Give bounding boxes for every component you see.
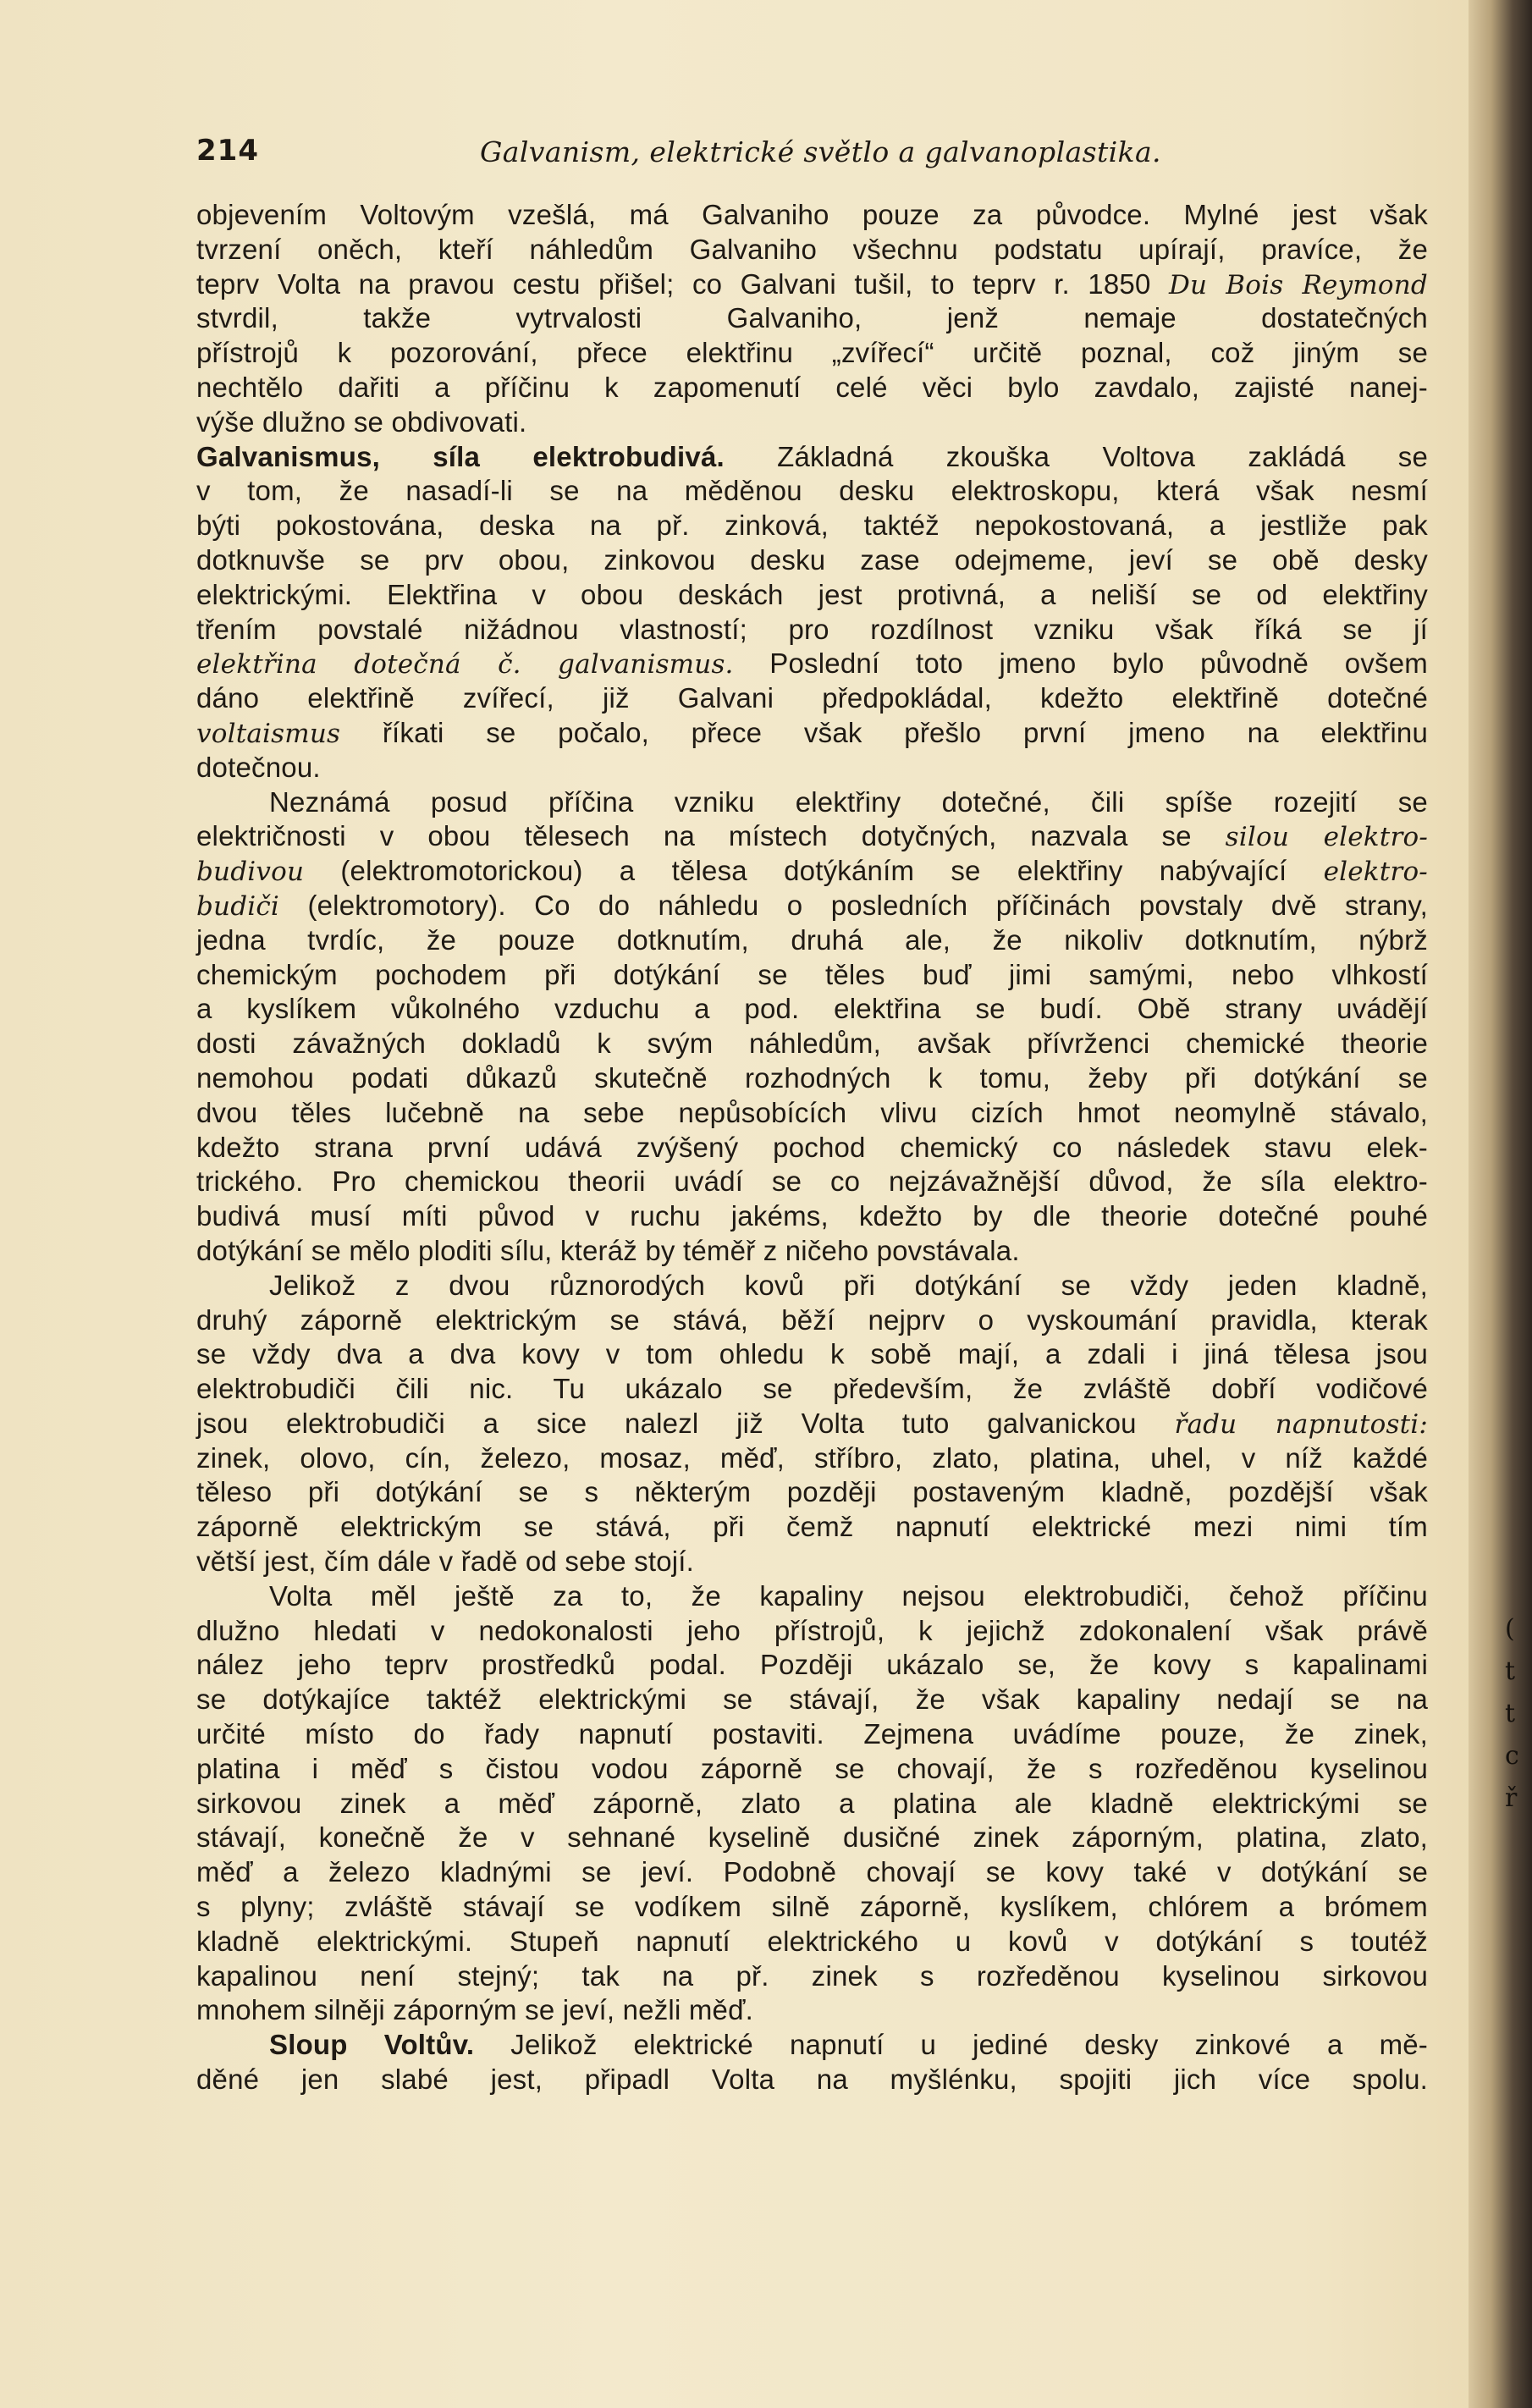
text-line: elektřina dotečná č. galvanismus. Poslední toto jmeno bylo původně ovšem (196, 647, 1428, 681)
text-line: dáno elektřině zvířecí, již Galvani předpokládal, kdežto elektřině dotečné (196, 682, 1428, 714)
text-line: dotýkání se mělo ploditi sílu, kteráž by téměř z ničeho povstávala. (196, 1234, 1020, 1266)
emphasis: budivou (196, 857, 305, 888)
facing-page-edge (1469, 0, 1532, 2408)
text-line: zinek, olovo, cín, železo, mosaz, měď, stříbro, zlato, platina, uhel, v níž každé (196, 1441, 1428, 1474)
text-line: nález jeho teprv prostředků podal. Později ukázalo se, že kovy s kapalinami (196, 1649, 1428, 1681)
text-line: dlužno hledati v nedokonalosti jeho přístrojů, k jejichž zdokonalení však právě (196, 1614, 1428, 1646)
text-line: dotečnou. (196, 751, 321, 783)
text-line: električnosti v obou tělesech na místech dotyčných, nazvala se silou elektro- (196, 820, 1429, 853)
text-line: chemickým pochodem při dotýkání se těles buď jimi samými, nebo vlhkostí (196, 958, 1428, 990)
section-heading: Sloup Voltův. (269, 2029, 475, 2061)
emphasis: silou elektro- (1225, 822, 1429, 853)
section-heading: Galvanismus, síla elektrobudivá. (196, 440, 725, 472)
text-line: větší jest, čím dále v řadě od sebe stojí. (196, 1546, 695, 1578)
text-line: výše dlužno se obdivovati. (196, 405, 527, 438)
text-line: nechtělo dařiti a příčinu k zapomenutí celé věci bylo zavdalo, zajisté nanej- (196, 371, 1428, 403)
text-line: s plyny; zvláště stávají se vodíkem silně záporně, kyslíkem, chlórem a brómem (196, 1891, 1428, 1923)
text-line: měď a železo kladnými se jeví. Podobně chovají se kovy také v dotýkání se (196, 1856, 1428, 1888)
text-line: jedna tvrdíc, že pouze dotknutím, druhá ale, že nikoliv dotknutím, nýbrž (196, 923, 1428, 956)
text-line: tvrzení oněch, kteří náhledům Galvaniho všechnu podstatu upírají, pravíce, že (196, 233, 1428, 265)
text-line: kapalinou není stejný; tak na př. zinek s rozředěnou kyselinou sirkovou (196, 1959, 1428, 1992)
body-text (196, 198, 1428, 2097)
emphasis: elektřina dotečná č. galvanismus. (196, 649, 734, 681)
text-line: stvrdil, takže vytrvalosti Galvaniho, jenž nemaje dostatečných (196, 302, 1428, 334)
text-line: elektrobudiči čili nic. Tu ukázalo se především, že zvláště dobří vodičové (196, 1373, 1428, 1405)
text-line: voltaismus říkati se počalo, přece však přešlo první jmeno na elektřinu (196, 716, 1428, 749)
text-line: děné jen slabé jest, připadl Volta na myšlénku, spojiti jich více spolu. (196, 2064, 1428, 2096)
text-line: dvou těles lučebně na sebe nepůsobících vlivu cizích hmot neomylně stávalo, (196, 1096, 1428, 1128)
text-line: druhý záporně elektrickým se stává, běží nejprv o vyskoumání pravidla, kterak (196, 1303, 1428, 1336)
text-line: přístrojů k pozorování, přece elektřinu „zvířecí“ určitě poznal, což jiným se (196, 337, 1428, 369)
text-line: býti pokostována, deska na př. zinková, taktéž nepokostovaná, a jestliže pak (196, 510, 1428, 542)
page-header (196, 134, 1432, 176)
emphasis: řadu napnutosti: (1174, 1408, 1428, 1440)
emphasis: elektro- (1323, 857, 1428, 888)
facing-page-letters: ( t t c ř (1505, 1614, 1519, 1813)
text-line: mnohem silněji záporným se jeví, nežli měď. (196, 1994, 753, 2026)
emphasis: budiči (196, 890, 280, 922)
text-line: stávají, konečně že v sehnané kyselině dusičné zinek záporným, platina, zlato, (196, 1821, 1428, 1854)
text-line: budivou (elektromotorickou) a tělesa dotýkáním se elektřiny nabývající elektro- (196, 855, 1428, 888)
text-line: budivá musí míti původ v ruchu jakéms, kdežto by dle theorie dotečné pouhé (196, 1200, 1428, 1232)
text-line: nemohou podati důkazů skutečně rozhodných k tomu, žeby při dotýkání se (196, 1061, 1428, 1094)
text-line: elektrickými. Elektřina v obou deskách jest protivná, a neliší se od elektřiny (196, 578, 1428, 610)
text-line: dosti závažných dokladů k svým náhledům, avšak přívrženci chemické theorie (196, 1028, 1428, 1060)
text-line: platina i měď s čistou vodou záporně se chovají, že s rozředěnou kyselinou (196, 1752, 1428, 1784)
page-number: 214 (196, 134, 259, 168)
text-line: Galvanismus, síla elektrobudivá. Základná zkouška Voltova zakládá se (196, 440, 1429, 472)
emphasis: voltaismus (196, 718, 341, 749)
text-line: záporně elektrickým se stává, při čemž napnutí elektrické mezi nimi tím (196, 1511, 1428, 1543)
text-line: třením povstalé nižádnou vlastností; pro rozdílnost vzniku však říká se jí (196, 613, 1428, 645)
text-line: budiči (elektromotory). Co do náhledu o posledních příčinách povstaly dvě strany, (196, 889, 1428, 922)
text-line: a kyslíkem vůkolného vzduchu a pod. elektřina se budí. Obě strany uvádějí (196, 993, 1428, 1025)
text-line: Volta měl ještě za to, že kapaliny nejsou elektrobudiči, čehož příčinu (269, 1579, 1428, 1612)
text-line: jsou elektrobudiči a sice nalezl již Volta tuto galvanickou řadu napnutosti: (196, 1407, 1428, 1440)
text-line: určité místo do řady napnutí postaviti. Zejmena uvádíme pouze, že zinek, (196, 1718, 1428, 1750)
text-line: dotknuvše se prv obou, zinkovou desku zase odejmeme, jeví se obě desky (196, 543, 1428, 576)
text-line: kladně elektrickými. Stupeň napnutí elektrického u kovů v dotýkání s toutéž (196, 1925, 1428, 1957)
text-line: sirkovou zinek a měď záporně, zlato a platina ale kladně elektrickými se (196, 1787, 1428, 1819)
text-line: těleso při dotýkání se s některým později postaveným kladně, pozdější však (196, 1476, 1428, 1508)
text-line: Sloup Voltův. Jelikož elektrické napnutí u jediné desky zinkové a mě- (269, 2029, 1428, 2061)
text-line: objevením Voltovým vzešlá, má Galvaniho pouze za původce. Mylné jest však (196, 199, 1428, 230)
text-line: v tom, že nasadí-li se na měděnou desku elektroskopu, která však nesmí (196, 475, 1428, 507)
text-line: teprv Volta na pravou cestu přišel; co Galvani tušil, to teprv r. 1850 Du Bois Reymond (196, 267, 1428, 300)
text-line: Jelikož z dvou různorodých kovů při dotýkání se vždy jeden kladně, (269, 1269, 1428, 1301)
text-line: Neznámá posud příčina vzniku elektřiny dotečné, čili spíše rozejití se (269, 785, 1428, 818)
running-title: Galvanism, elektrické světlo a galvanoplastika. (480, 135, 1161, 168)
text-line: trického. Pro chemickou theorii uvádí se co nejzávažnější důvod, že síla elektro- (196, 1165, 1428, 1198)
text-line: kdežto strana první udává zvýšený pochod chemický co následek stavu elek- (196, 1131, 1428, 1163)
text-line: se dotýkajíce taktéž elektrickými se stávají, že však kapaliny nedají se na (196, 1683, 1428, 1716)
emphasis: Du Bois Reymond (1168, 269, 1428, 300)
text-line: se vždy dva a dva kovy v tom ohledu k sobě mají, a zdali i jiná tělesa jsou (196, 1338, 1428, 1370)
